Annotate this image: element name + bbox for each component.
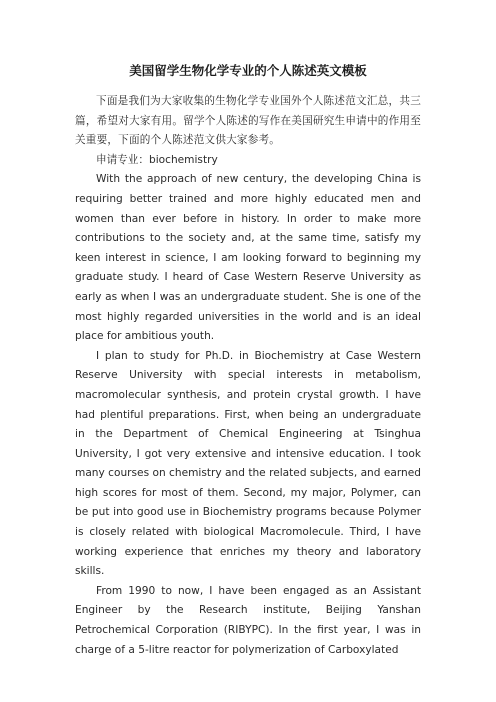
document-body [75,92,421,660]
body-paragraph-3: From 1990 to now, I have been engaged as an Assistant Engineer by the Research institute, Beijing Yanshan Petrochemical Corporation (RIBYPC). In the first year, I was in charge of a 5-litre reactor for polymerization of Carboxylated [75,584,421,656]
intro-paragraph: 下面是我们为大家收集的生物化学专业国外个人陈述范文汇总，共三篇，希望对大家有用。留学个人陈述的写作在美国研究生申请中的作用至关重要，下面的个人陈述范文供大家参考。 [75,95,421,147]
body-paragraph-1: With the approach of new century, the developing China is requiring better trained and more highly educated men and women than ever before in history. In order to make more contributions to the society and, at the same time, satisfy my keen interest in science, I am looking forward to beginning my graduate study. I heard of Case Western Reserve University as early as when I was an undergraduate student. She is one of the most highly regarded universities in the world and is an ideal place for ambitious youth. [75,173,421,343]
application-field: 申请专业：biochemistry [96,153,218,166]
body-paragraph-2: I plan to study for Ph.D. in Biochemistry at Case Western Reserve University with special interests in metabolism, macromolecular synthesis, and protein crystal growth. I have had plentiful preparations. First, when being an undergraduate in the Department of Chemical Engineering at Tsinghua University, I got very extensive and intensive education. I took many courses on chemistry and the related subjects, and earned high scores for most of them. Second, my major, Polymer, can be put into good use in Biochemistry programs because Polymer is closely related with biological Macromolecule. Third, I have working experience that enriches my theory and laboratory skills. [75,349,421,578]
document-title: 美国留学生物化学专业的个人陈述英文模板 [129,63,367,78]
